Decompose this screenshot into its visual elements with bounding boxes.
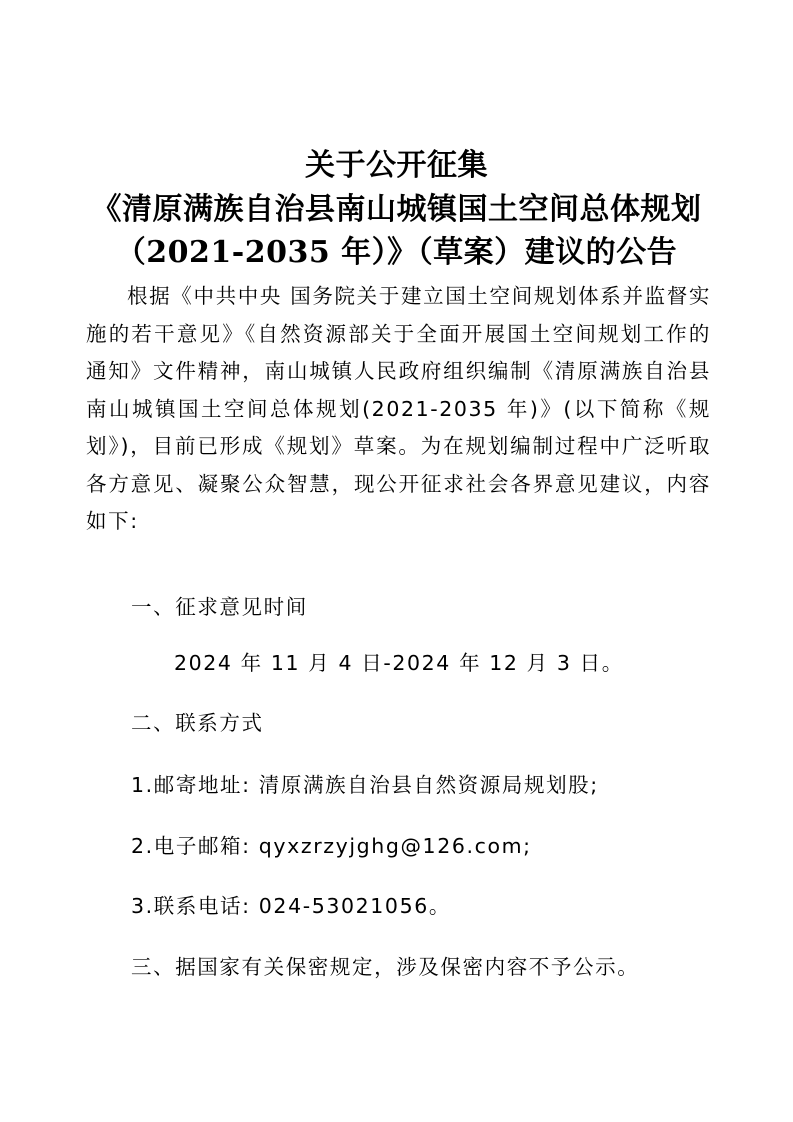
contact-phone: 3.联系电话: 024-53021056。 (131, 894, 451, 918)
title-line-1: 关于公开征集 (305, 148, 488, 183)
section-3-heading: 三、据国家有关保密规定，涉及保密内容不予公示。 (131, 955, 640, 979)
title-line-3: （2021-2035 年）》（草案）建议的公告 (115, 235, 678, 270)
contact-email: 2.电子邮箱: qyxzrzyjghg@126.com; (131, 834, 532, 858)
contact-mailing-address: 1.邮寄地址: 清原满族自治县自然资源局规划股; (131, 773, 599, 797)
intro-paragraph: 根据《中共中央 国务院关于建立国土空间规划体系并监督实施的若干意见》《自然资源部关于全面开展国土空间规划工作的通知》文件精神，南山城镇人民政府组织编制《清原满族自治县南山城镇国土空间总体规划(2021-2035 年)》(以下简称《规划》)，目前已形成《规划》草案。为在规划编制过程中广泛听取各方意见、凝聚公众智慧，现公开征求社会各界意见建议，内容如下: (86, 284, 711, 533)
comment-period: 2024 年 11 月 4 日-2024 年 12 月 3 日。 (174, 651, 624, 675)
section-2-heading: 二、联系方式 (131, 711, 264, 735)
section-1-heading: 一、征求意见时间 (131, 595, 308, 619)
title-line-2: 《清原满族自治县南山城镇国土空间总体规划 (91, 192, 702, 227)
